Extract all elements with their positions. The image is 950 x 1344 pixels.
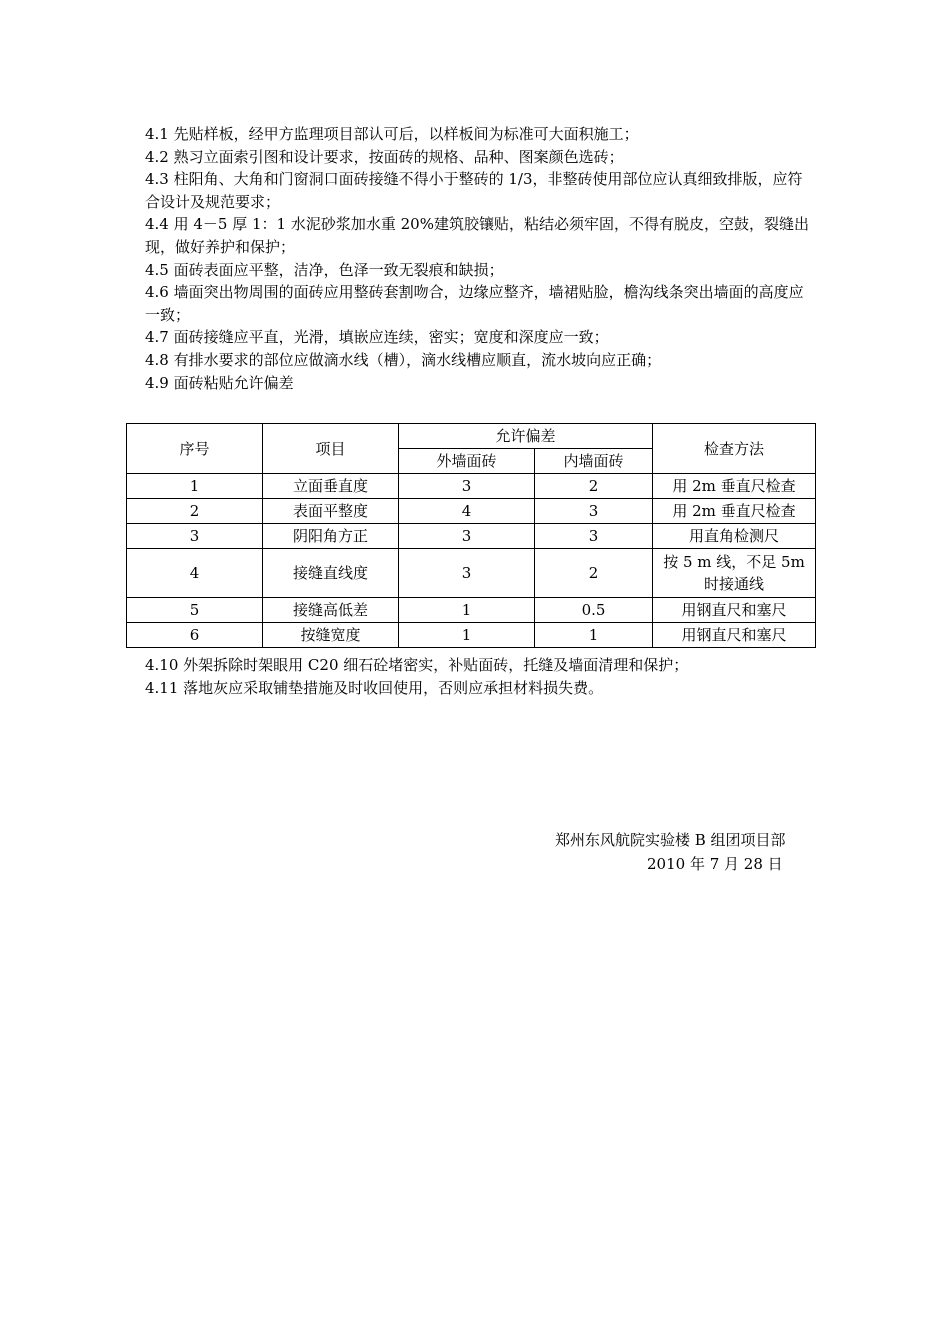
row-item: 接缝直线度 bbox=[263, 549, 399, 598]
row-method: 用直角检测尺 bbox=[653, 524, 816, 549]
table-row bbox=[127, 499, 816, 524]
signature-organization: 郑州东风航院实验楼 B 组团项目部 bbox=[555, 831, 786, 849]
table-row bbox=[127, 623, 816, 648]
row-index: 2 bbox=[127, 499, 263, 524]
paragraph-4-5: 4.5 面砖表面应平整，洁净，色泽一致无裂痕和缺损； bbox=[145, 260, 504, 279]
row-index: 4 bbox=[127, 549, 263, 598]
row-interior: 0.5 bbox=[535, 598, 653, 623]
header-interior: 内墙面砖 bbox=[535, 449, 653, 474]
paragraph-4-3: 4.3 柱阳角、大角和门窗洞口面砖接缝不得小于整砖的 1/3，非整砖使用部位应认真细致排版，应符合设计及规范要求； bbox=[145, 170, 803, 211]
table-header-row bbox=[127, 424, 816, 449]
paragraph-4-8: 4.8 有排水要求的部位应做滴水线（槽），滴水线槽应顺直，流水坡向应正确； bbox=[145, 350, 662, 369]
row-exterior: 3 bbox=[399, 474, 535, 499]
header-index: 序号 bbox=[127, 424, 263, 474]
construction-requirements bbox=[145, 123, 815, 394]
row-interior: 3 bbox=[535, 499, 653, 524]
row-item: 接缝高低差 bbox=[263, 598, 399, 623]
paragraph-4-10: 4.10 外架拆除时架眼用 C20 细石砼堵密实，补贴面砖，托缝及墙面清理和保护； bbox=[145, 656, 689, 674]
row-item: 阴阳角方正 bbox=[263, 524, 399, 549]
row-method: 用 2m 垂直尺检查 bbox=[653, 474, 816, 499]
row-exterior: 1 bbox=[399, 598, 535, 623]
paragraph-4-9: 4.9 面砖粘贴允许偏差 bbox=[145, 373, 294, 392]
row-interior: 1 bbox=[535, 623, 653, 648]
header-exterior: 外墙面砖 bbox=[399, 449, 535, 474]
paragraph-4-11: 4.11 落地灰应采取铺垫措施及时收回使用，否则应承担材料损失费。 bbox=[145, 678, 604, 697]
paragraph-4-7: 4.7 面砖接缝应平直，光滑，填嵌应连续，密实；宽度和深度应一致； bbox=[145, 328, 609, 347]
signature-date: 2010 年 7 月 28 日 bbox=[647, 855, 783, 873]
tolerance-table bbox=[126, 423, 816, 648]
paragraph-4-2: 4.2 熟习立面索引图和设计要求，按面砖的规格、品种、图案颜色选砖； bbox=[145, 147, 624, 166]
row-interior: 2 bbox=[535, 474, 653, 499]
row-item: 立面垂直度 bbox=[263, 474, 399, 499]
table-row bbox=[127, 524, 816, 549]
row-method: 按 5 m 线，不足 5m 时接通线 bbox=[653, 549, 816, 598]
paragraph-4-4: 4.4 用 4－5 厚 1：1 水泥砂浆加水重 20%建筑胶镶贴，粘结必须牢固，不得有脱皮，空鼓，裂缝出现，做好养护和保护； bbox=[145, 215, 809, 256]
header-method: 检查方法 bbox=[653, 424, 816, 474]
header-tolerance: 允许偏差 bbox=[399, 424, 653, 449]
table-row bbox=[127, 549, 816, 598]
row-exterior: 3 bbox=[399, 549, 535, 598]
row-index: 6 bbox=[127, 623, 263, 648]
row-interior: 3 bbox=[535, 524, 653, 549]
table-row bbox=[127, 474, 816, 499]
row-method: 用钢直尺和塞尺 bbox=[653, 598, 816, 623]
row-exterior: 3 bbox=[399, 524, 535, 549]
row-item: 表面平整度 bbox=[263, 499, 399, 524]
table-row bbox=[127, 598, 816, 623]
row-method: 用钢直尺和塞尺 bbox=[653, 623, 816, 648]
row-item: 按缝宽度 bbox=[263, 623, 399, 648]
row-index: 5 bbox=[127, 598, 263, 623]
row-index: 1 bbox=[127, 474, 263, 499]
row-interior: 2 bbox=[535, 549, 653, 598]
row-method: 用 2m 垂直尺检查 bbox=[653, 499, 816, 524]
row-index: 3 bbox=[127, 524, 263, 549]
closing-requirements bbox=[145, 654, 815, 699]
paragraph-4-1: 4.1 先贴样板，经甲方监理项目部认可后，以样板间为标准可大面积施工； bbox=[145, 125, 639, 143]
row-exterior: 1 bbox=[399, 623, 535, 648]
row-exterior: 4 bbox=[399, 499, 535, 524]
header-item: 项目 bbox=[263, 424, 399, 474]
paragraph-4-6: 4.6 墙面突出物周围的面砖应用整砖套割吻合，边缘应整齐，墙裙贴脸，檐沟线条突出墙面的高度应一致； bbox=[145, 283, 804, 324]
